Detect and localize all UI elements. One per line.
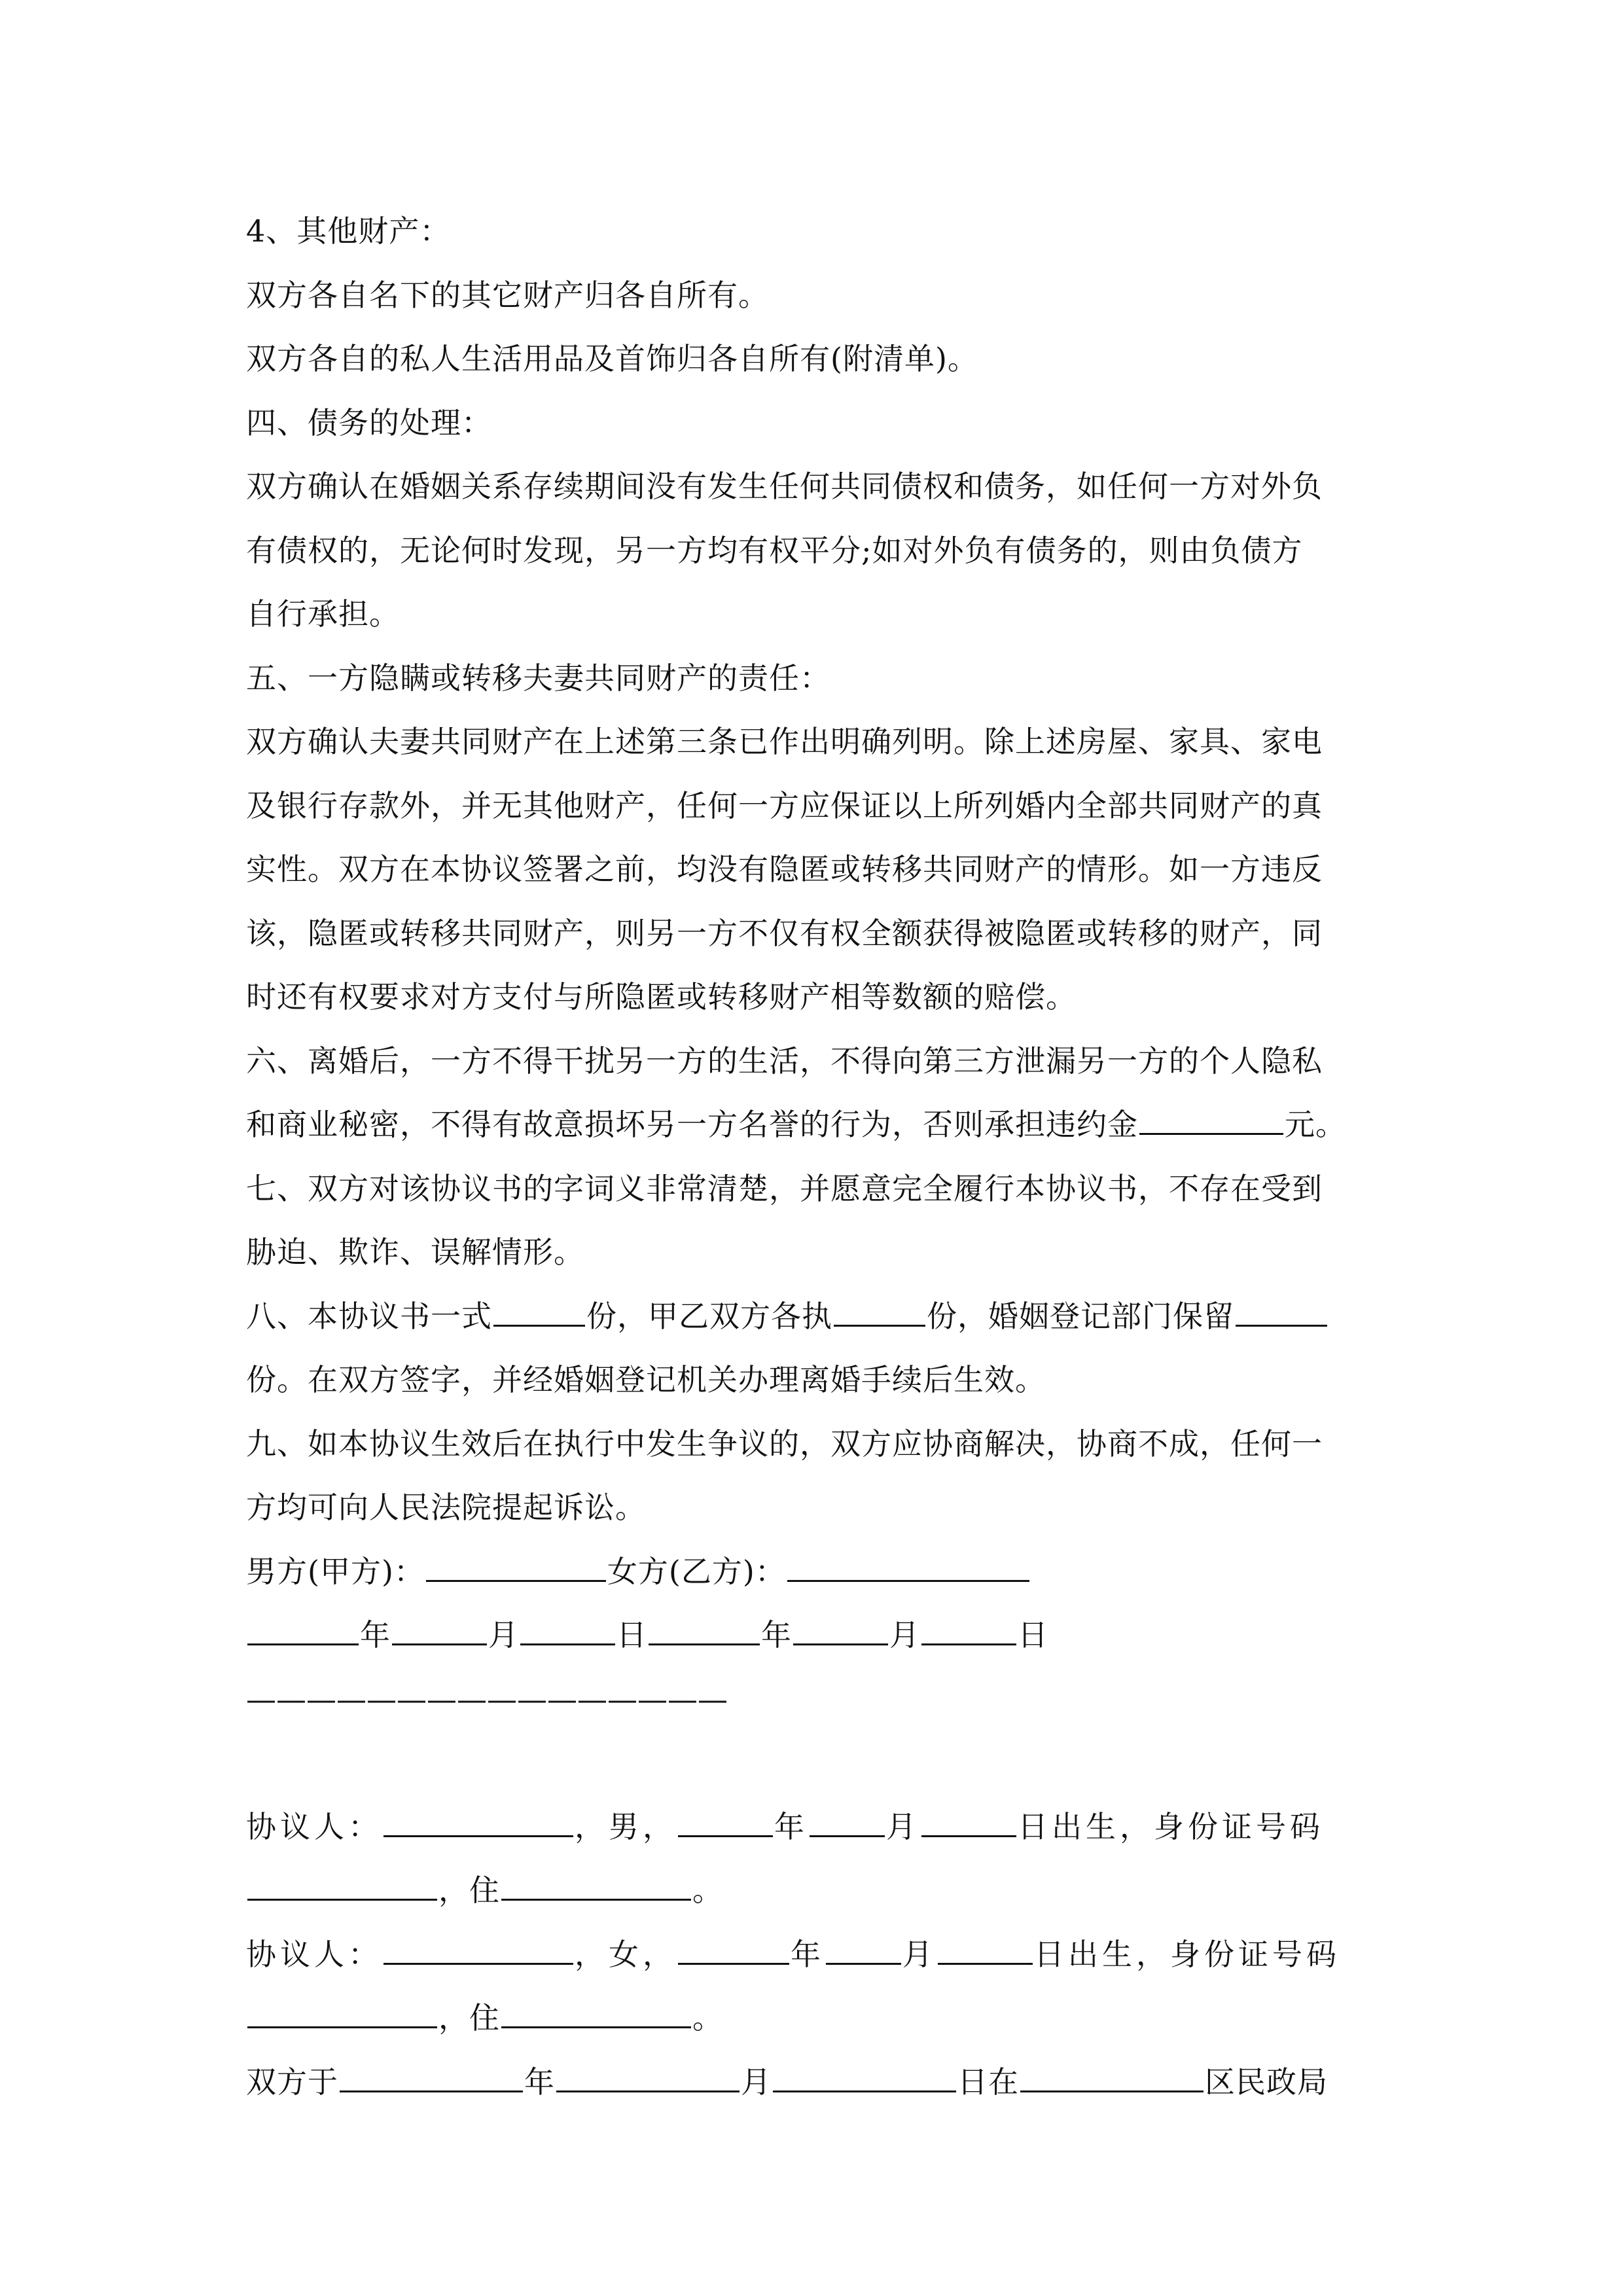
text-line: 有债权的，无论何时发现，另一方均有权平分;如对外负有债务的，则由负债方: [246, 532, 1303, 568]
copies-text: 份，甲乙双方各执: [586, 1298, 832, 1334]
registration-district-blank[interactable]: [1020, 2060, 1204, 2092]
text-line: 自行承担。: [246, 596, 400, 632]
male-month-blank[interactable]: [392, 1613, 487, 1645]
text-line: 胁迫、欺诈、误解情形。: [246, 1234, 584, 1270]
male-birth-month-blank[interactable]: [810, 1805, 885, 1837]
text-line: 4、其他财产：: [246, 213, 451, 249]
male-address-line: [246, 1867, 1385, 1931]
section-heading: 四、债务的处理：: [246, 404, 492, 440]
birth-label: 日出生，身份证号码: [1018, 1808, 1324, 1844]
text-line: 份。在双方签字，并经婚姻登记机关办理离婚手续后生效。: [246, 1362, 1046, 1397]
birth-label: 日出生，身份证号码: [1034, 1936, 1340, 1972]
male-party-line: [246, 1804, 1385, 1868]
document-page: [246, 208, 1385, 2123]
female-id-number-blank[interactable]: [247, 1996, 437, 2028]
text-line: 九、如本协议生效后在执行中发生争议的，双方应协商解决，协商不成，任何一: [246, 1426, 1323, 1462]
gender-label: ，女，: [575, 1936, 677, 1972]
month-label: 月: [902, 1936, 936, 1972]
year-label: 年: [761, 1617, 792, 1653]
male-id-number-blank[interactable]: [247, 1869, 437, 1901]
male-birth-year-blank[interactable]: [678, 1805, 773, 1837]
month-label: 月: [741, 2064, 772, 2100]
text-line: 实性。双方在本协议签署之前，均没有隐匿或转移共同财产的情形。如一方违反: [246, 852, 1323, 887]
text-line: 及银行存款外，并无其他财产，任何一方应保证以上所列婚内全部共同财产的真: [246, 787, 1323, 823]
female-month-blank[interactable]: [793, 1613, 888, 1645]
each-copies-blank[interactable]: [834, 1295, 925, 1327]
female-address-line: [246, 1995, 1385, 2059]
registration-text: 双方于: [246, 2064, 338, 2100]
year-label: 年: [774, 1808, 808, 1844]
female-year-blank[interactable]: [649, 1613, 760, 1645]
male-year-blank[interactable]: [247, 1613, 359, 1645]
signature-date-line: [246, 1612, 1385, 1676]
copies-line: [246, 1293, 1385, 1357]
female-signature-blank[interactable]: [787, 1550, 1029, 1582]
month-label: 月: [886, 1808, 920, 1844]
penalty-text: 和商业秘密，不得有故意损坏另一方名誉的行为，否则承担违约金: [246, 1107, 1138, 1142]
period: 。: [692, 2000, 723, 2036]
residence-label: ，住: [438, 2000, 500, 2036]
female-day-blank[interactable]: [921, 1613, 1016, 1645]
female-birth-month-blank[interactable]: [826, 1933, 901, 1965]
male-address-blank[interactable]: [501, 1869, 691, 1901]
registration-day-blank[interactable]: [773, 2060, 956, 2092]
text-line: 双方确认在婚姻关系存续期间没有发生任何共同债权和债务，如任何一方对外负: [246, 469, 1323, 504]
month-label: 月: [889, 1617, 920, 1653]
text-line: 方均可向人民法院提起诉讼。: [246, 1490, 646, 1525]
penalty-line: [246, 1102, 1385, 1166]
male-signature-label: 男方(甲方)：: [246, 1553, 425, 1589]
text-line: 双方各自的私人生活用品及首饰归各自所有(附清单)。: [246, 341, 978, 376]
party-label: 协议人：: [246, 1808, 382, 1844]
month-label: 月: [488, 1617, 519, 1653]
copies-text: 份，婚姻登记部门保留: [927, 1298, 1234, 1334]
total-copies-blank[interactable]: [493, 1295, 585, 1327]
male-birth-day-blank[interactable]: [921, 1805, 1016, 1837]
period: 。: [692, 1873, 723, 1908]
text-line: 该，隐匿或转移共同财产，则另一方不仅有权全额获得被隐匿或转移的财产，同: [246, 915, 1323, 951]
day-label: 日: [616, 1617, 647, 1653]
penalty-amount-blank[interactable]: [1139, 1103, 1283, 1135]
year-label: 年: [791, 1936, 825, 1972]
female-party-line: [246, 1931, 1385, 1996]
separator-line: ————————————————: [246, 1681, 728, 1717]
text-line: 双方确认夫妻共同财产在上述第三条已作出明确列明。除上述房屋、家具、家电: [246, 724, 1323, 759]
copies-text: 八、本协议书一式: [246, 1298, 492, 1334]
spacer: [246, 1740, 1385, 1804]
day-label: 日: [1018, 1617, 1048, 1653]
day-at-label: 日在: [957, 2064, 1019, 2100]
male-day-blank[interactable]: [520, 1613, 615, 1645]
section-heading: 五、一方隐瞒或转移夫妻共同财产的责任：: [246, 660, 830, 696]
registration-line: [246, 2059, 1385, 2123]
text-line: 七、双方对该协议书的字词义非常清楚，并愿意完全履行本协议书，不存在受到: [246, 1170, 1323, 1206]
male-name-blank[interactable]: [383, 1805, 573, 1837]
registration-year-blank[interactable]: [340, 2060, 523, 2092]
gender-label: ，男，: [575, 1808, 677, 1844]
civil-affairs-office-label: 区民政局: [1205, 2064, 1328, 2100]
text-line: 时还有权要求对方支付与所隐匿或转移财产相等数额的赔偿。: [246, 979, 1077, 1014]
female-signature-label: 女方(乙方)：: [607, 1553, 786, 1589]
party-label: 协议人：: [246, 1936, 382, 1972]
registry-copies-blank[interactable]: [1236, 1295, 1327, 1327]
residence-label: ，住: [438, 1873, 500, 1908]
year-label: 年: [524, 2064, 555, 2100]
female-birth-year-blank[interactable]: [678, 1933, 789, 1965]
female-address-blank[interactable]: [501, 1996, 691, 2028]
male-signature-blank[interactable]: [426, 1550, 606, 1582]
text-line: 六、离婚后，一方不得干扰另一方的生活，不得向第三方泄漏另一方的个人隐私: [246, 1043, 1323, 1079]
registration-month-blank[interactable]: [556, 2060, 740, 2092]
penalty-unit: 元。: [1285, 1107, 1346, 1142]
year-label: 年: [360, 1617, 391, 1653]
signature-line: [246, 1549, 1385, 1613]
female-name-blank[interactable]: [383, 1933, 573, 1965]
text-line: 双方各自名下的其它财产归各自所有。: [246, 277, 769, 313]
female-birth-day-blank[interactable]: [938, 1933, 1033, 1965]
